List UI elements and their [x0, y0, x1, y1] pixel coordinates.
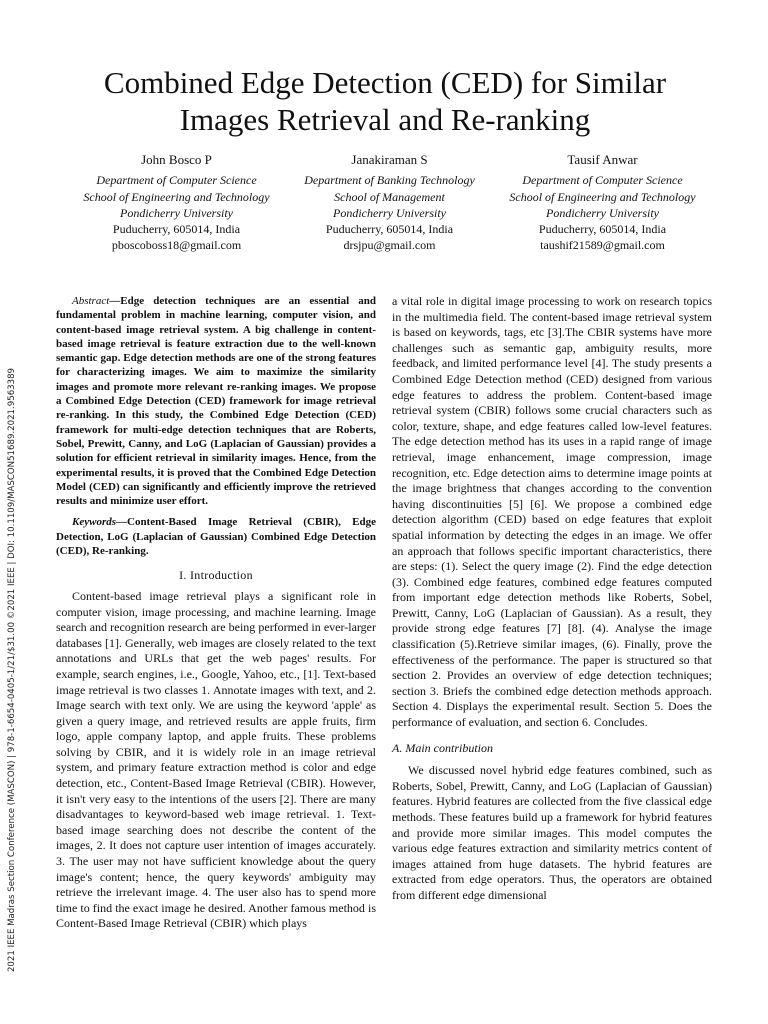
- author-dept: Department of Computer Science: [522, 173, 683, 188]
- author-address: Puducherry, 605014, India: [112, 222, 241, 237]
- author-1: [70, 152, 283, 254]
- author-address: Puducherry, 605014, India: [538, 222, 667, 237]
- section-heading-introduction: I. Introduction: [179, 568, 253, 583]
- author-email: taushif21589@gmail.com: [540, 238, 665, 253]
- copyright-sidebar-text: 2021 IEEE Madras Section Conference (MASCON) | 978-1-6654-0405-1/21/$31.00 ©2021 IEEE | DOI: 10.1109/MASCON51689.2021.9563389: [7, 367, 17, 973]
- keywords-label: Keywords: [72, 516, 116, 529]
- author-dept: Department of Banking Technology: [304, 173, 475, 188]
- abstract: [56, 294, 376, 508]
- author-3: [496, 152, 709, 254]
- author-email: drsjpu@gmail.com: [343, 238, 436, 253]
- left-column: [56, 294, 376, 932]
- author-dept: Department of Computer Science: [96, 173, 257, 188]
- author-name: John Bosco P: [141, 152, 212, 167]
- copyright-sidebar: [4, 360, 20, 980]
- keywords-text: —Content-Based Image Retrieval (CBIR), Edge Detection, LoG (Laplacian of Gaussian) Combined Edge Detection (CED), Re-ranking.: [56, 516, 376, 558]
- paper-title: Combined Edge Detection (CED) for Similar Images Retrieval and Re-ranking: [103, 65, 667, 137]
- subsection-heading-main-contribution: A. Main contribution: [392, 740, 493, 755]
- keywords: [56, 515, 376, 558]
- author-name: Tausif Anwar: [567, 152, 638, 167]
- abstract-label: Abstract: [72, 295, 110, 307]
- author-name: Janakiraman S: [351, 152, 428, 167]
- intro-paragraph-continued: a vital role in digital image processing to work on research topics in the multimedia field. The content-based image retrieval system is based on keywords, tags, etc [3].The CBIR systems have more challenges such as semantic gap, ambiguity results, more feedback, and limited performance level [4]. The study presents a Combined Edge Detection method (CED) designed from various edge features to address the problem. Content-based image retrieval system (CBIR) follows some crucial characters such as color, texture, shape, and edge features called low-level features. The edge detection method has its uses in a rapid range of image retrieval, image enhancement, image compression, image recognition, etc. Edge detection aims to determine image points at the image brightness that changes according to the convention having discontinuities [5] [6]. We propose a combined edge detection algorithm (CED) based on edge features that exploit spatial information by detecting the edges in an image. We offer an approach that follows specific important characteristics, there are steps: (1). Select the query image (2). Find the edge detection (3). Combined edge features, combined edge features computed from important edge detection methods like Roberts, Sobel, Prewitt, Canny, LoG (Laplacian of Gaussian). As a result, they provide strong edge features [7] [8]. (4). Analyse the image classification (5).Retrieve similar images, (6). Finally, prove the effectiveness of the performance. The paper is structured so that section 2. Provides an overview of edge detection techniques; section 3. Briefs the combined edge detection methods approach. Section 4. Displays the experimental result. Section 5. Does the performance of evaluation, and section 6. Concludes.: [392, 294, 712, 730]
- abstract-text: —Edge detection techniques are an essential and fundamental problem in machine learning, computer vision, and content-based image retrieval system. A big challenge in content-based image retrieval is feature extraction due to the well-known semantic gap. Edge detection methods are one of the strong features for characterizing images. We aim to maximize the similarity images and promote more relevant re-ranking images. We propose a Combined Edge Detection (CED) framework for image retrieval re-ranking. In this study, the Combined Edge Detection (CED) framework for multi-edge detection techniques that are Roberts, Sobel, Prewitt, Canny, and LoG (Laplacian of Gaussian) provides a solution for efficient retrieval in similarity images. Hence, from the experimental results, it is proved that the Combined Edge Detection Model (CED) can significantly and efficiently improve the retrieved results and minimize user effort.: [56, 295, 376, 508]
- intro-paragraph: Content-based image retrieval plays a significant role in computer vision, image processing, and machine learning. Image search and recognition research are being performed in ever-larger databases [1]. Generally, web images are closely related to the text annotations and URLs that get the web pages' results. For example, search engines, i.e., Google, Yahoo, etc., [1]. Text-based image retrieval is two classes 1. Annotate images with text, and 2. Image search with text only. We are using the keyword 'apple' as given a query image, and retrieved results are apple fruits, firm logo, apple company laptop, and apple fruits. These problems solving by CBIR, and it is widely role in an image retrieval system, and primary feature extraction method is color and edge detection, etc., Content-Based Image Retrieval (CBIR). However, it isn't very easy to the intentions of the users [2]. There are many disadvantages to keyword-based web image retrieval. 1. Text-based image searching does not describe the content of the images, 2. It does not capture user intention of images accurately. 3. The user may not have sufficient knowledge about the query image's content; hence, the query keywords' ambiguity may retrieve the irrelevant image. 4. The user also has to spend more time to find the exact image he desired. Another famous method is Content-Based Image Retrieval (CBIR) which plays: [56, 588, 376, 931]
- main-contribution-paragraph: We discussed novel hybrid edge features combined, such as Roberts, Sobel, Prewitt, Canny, and LoG (Laplacian of Gaussian) features. Hybrid features are collected from the five classical edge methods. These features build up a framework for hybrid features and provide more similar images. This model computes the various edge features extraction and similarity metrics content of images attained from huge datasets. The hybrid features are extracted from edge operators. Thus, the operators are obtained from different edge dimensional: [392, 763, 712, 902]
- author-school: School of Engineering and Technology: [83, 189, 270, 204]
- author-univ: Pondicherry University: [120, 205, 233, 220]
- right-column: [392, 294, 712, 904]
- author-univ: Pondicherry University: [546, 205, 659, 220]
- author-univ: Pondicherry University: [333, 205, 446, 220]
- author-block: [70, 152, 710, 254]
- author-school: School of Engineering and Technology: [509, 189, 696, 204]
- author-school: School of Management: [334, 189, 445, 204]
- author-email: pboscoboss18@gmail.com: [111, 238, 242, 253]
- author-2: [283, 152, 496, 254]
- author-address: Puducherry, 605014, India: [325, 222, 454, 237]
